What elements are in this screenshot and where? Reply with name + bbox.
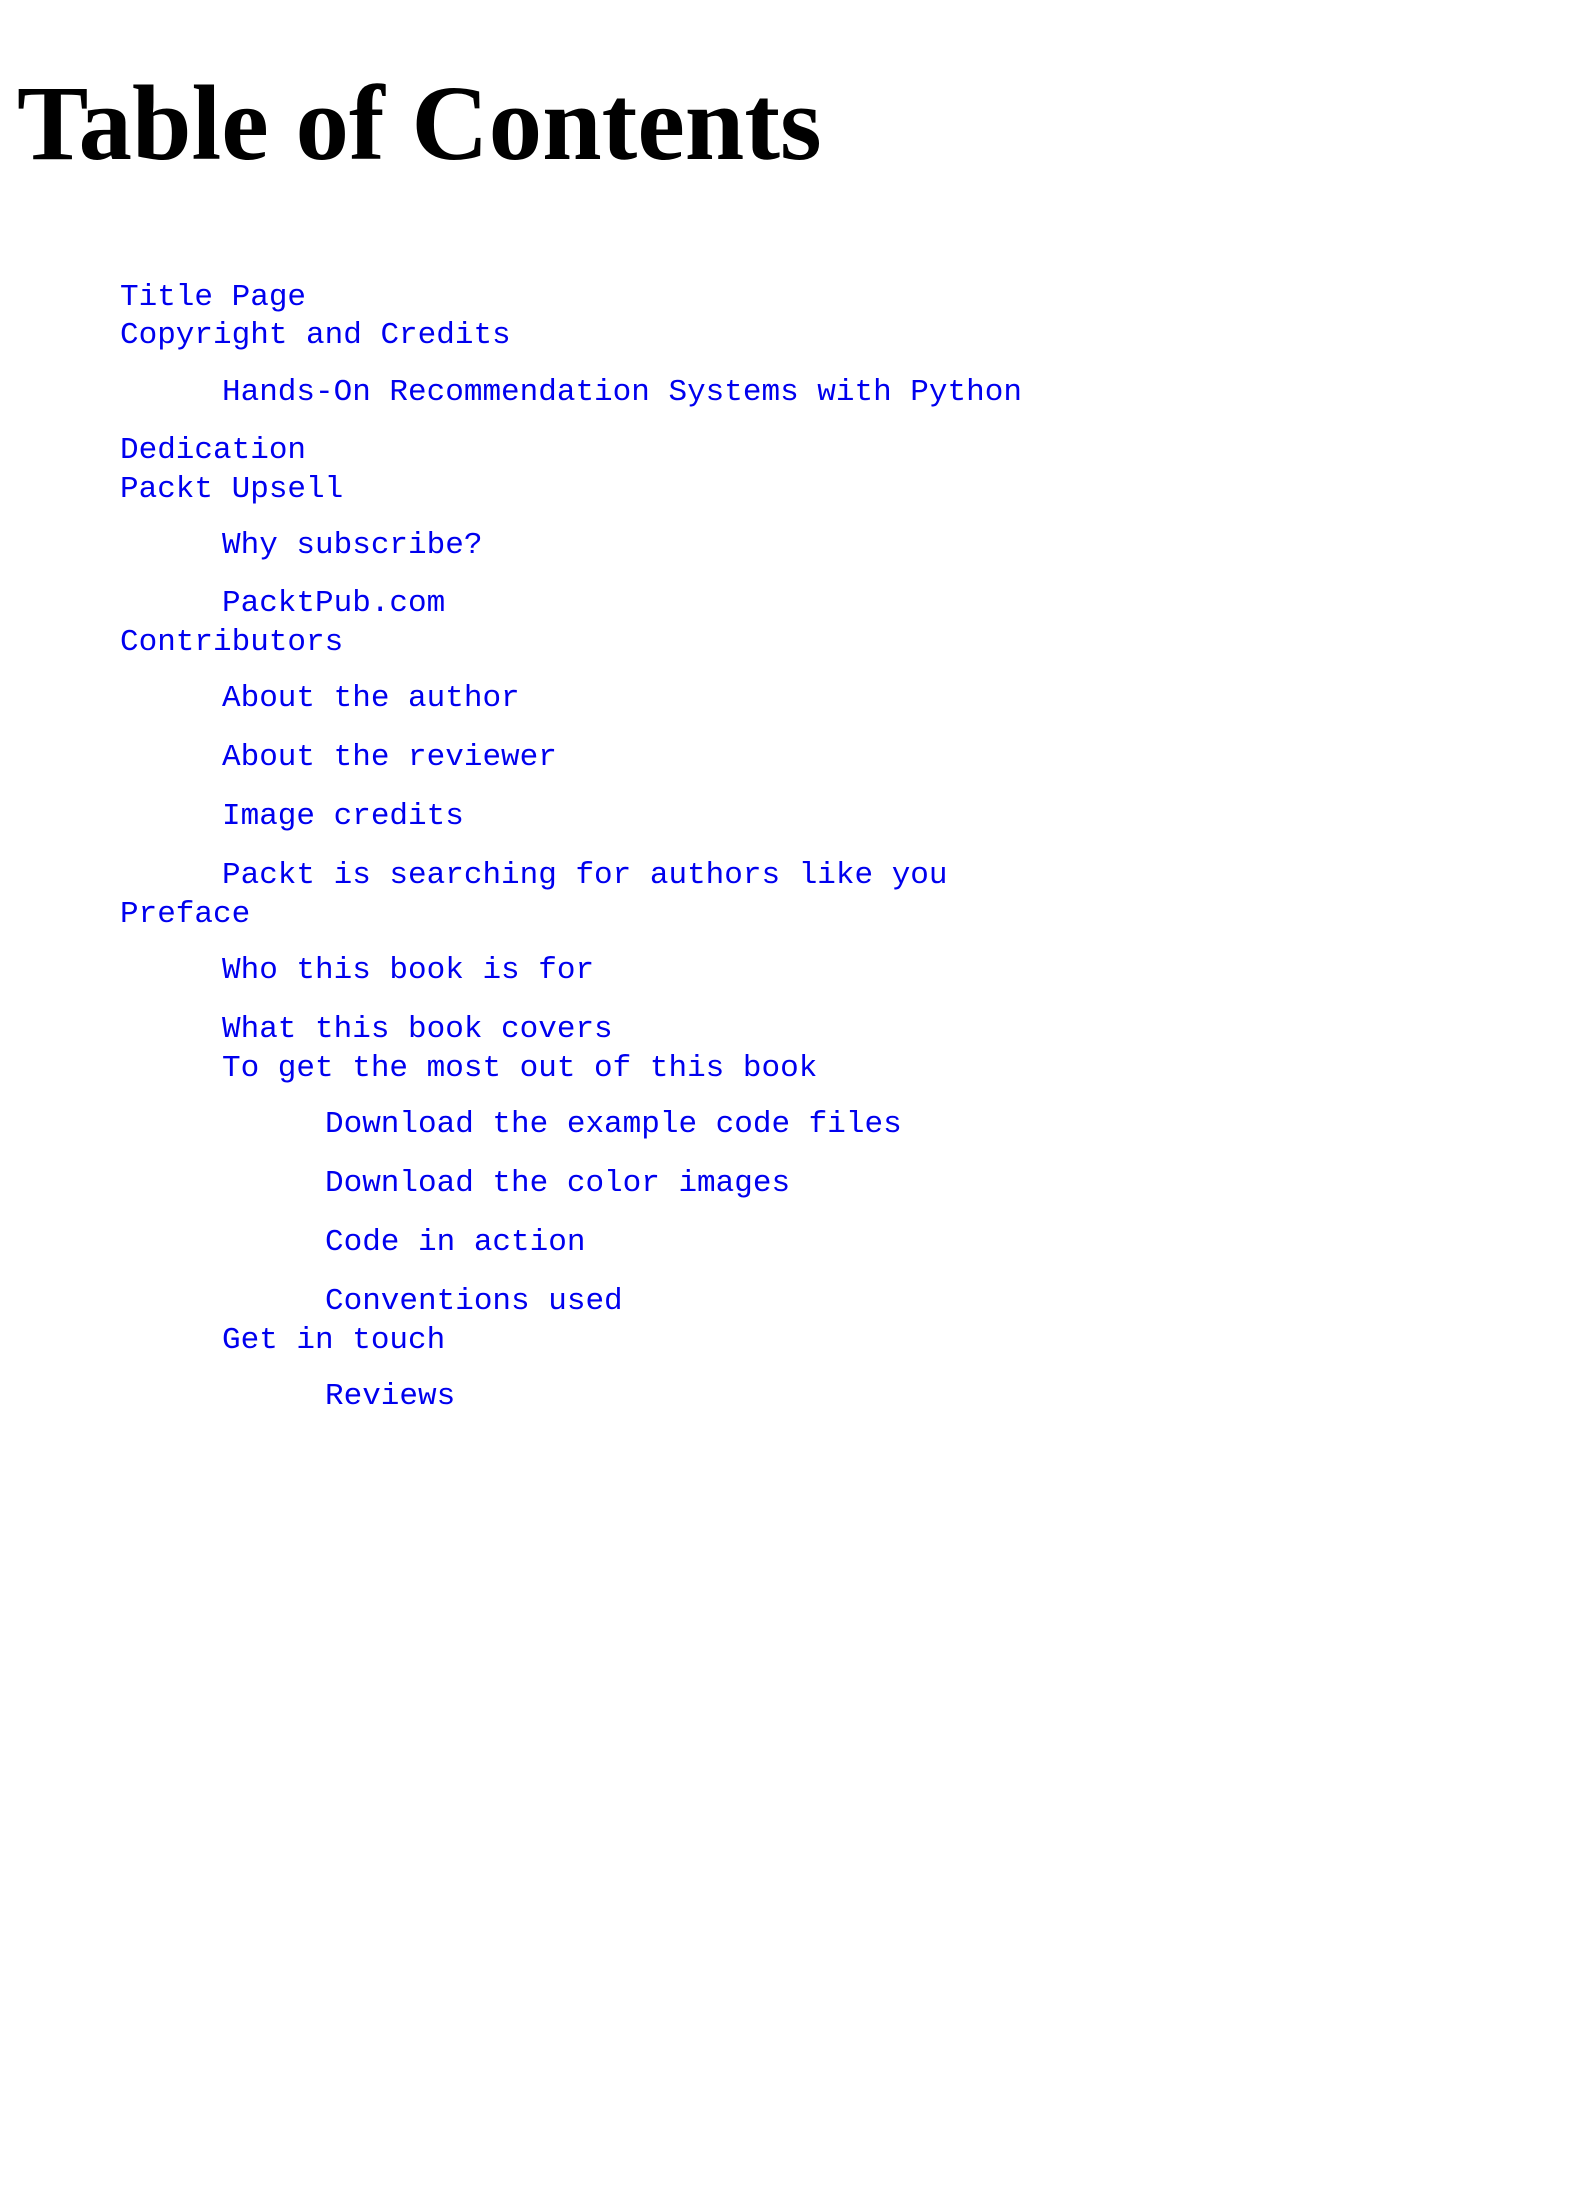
toc-link-reviews[interactable]: Reviews (325, 1379, 456, 1414)
toc-link-get-in-touch[interactable]: Get in touch (222, 1323, 446, 1358)
toc-link-to-get-the-most-out[interactable]: To get the most out of this book (222, 1051, 818, 1086)
toc-link-contributors[interactable]: Contributors (120, 625, 344, 660)
toc-link-packt-upsell[interactable]: Packt Upsell (120, 472, 344, 507)
toc-link-about-the-reviewer[interactable]: About the reviewer (222, 740, 557, 775)
toc-link-packt-is-searching[interactable]: Packt is searching for authors like you (222, 858, 948, 893)
toc-link-about-the-author[interactable]: About the author (222, 681, 520, 716)
page-title: Table of Contents (17, 65, 822, 183)
toc-link-conventions-used[interactable]: Conventions used (325, 1284, 623, 1319)
toc-link-why-subscribe[interactable]: Why subscribe? (222, 528, 483, 563)
toc-link-code-in-action[interactable]: Code in action (325, 1225, 586, 1260)
toc-link-dedication[interactable]: Dedication (120, 433, 307, 468)
toc-link-packtpub-com[interactable]: PacktPub.com (222, 586, 446, 621)
toc-link-image-credits[interactable]: Image credits (222, 799, 464, 834)
toc-link-title-page[interactable]: Title Page (120, 280, 307, 315)
toc-link-who-this-book-is-for[interactable]: Who this book is for (222, 953, 595, 988)
toc-link-hands-on-recommendation-systems[interactable]: Hands-On Recommendation Systems with Python (222, 375, 1022, 410)
toc-link-copyright-and-credits[interactable]: Copyright and Credits (120, 318, 511, 353)
toc-link-download-color-images[interactable]: Download the color images (325, 1166, 791, 1201)
toc-link-what-this-book-covers[interactable]: What this book covers (222, 1012, 613, 1047)
toc-link-preface[interactable]: Preface (120, 897, 251, 932)
toc-link-download-example-code[interactable]: Download the example code files (325, 1107, 902, 1142)
